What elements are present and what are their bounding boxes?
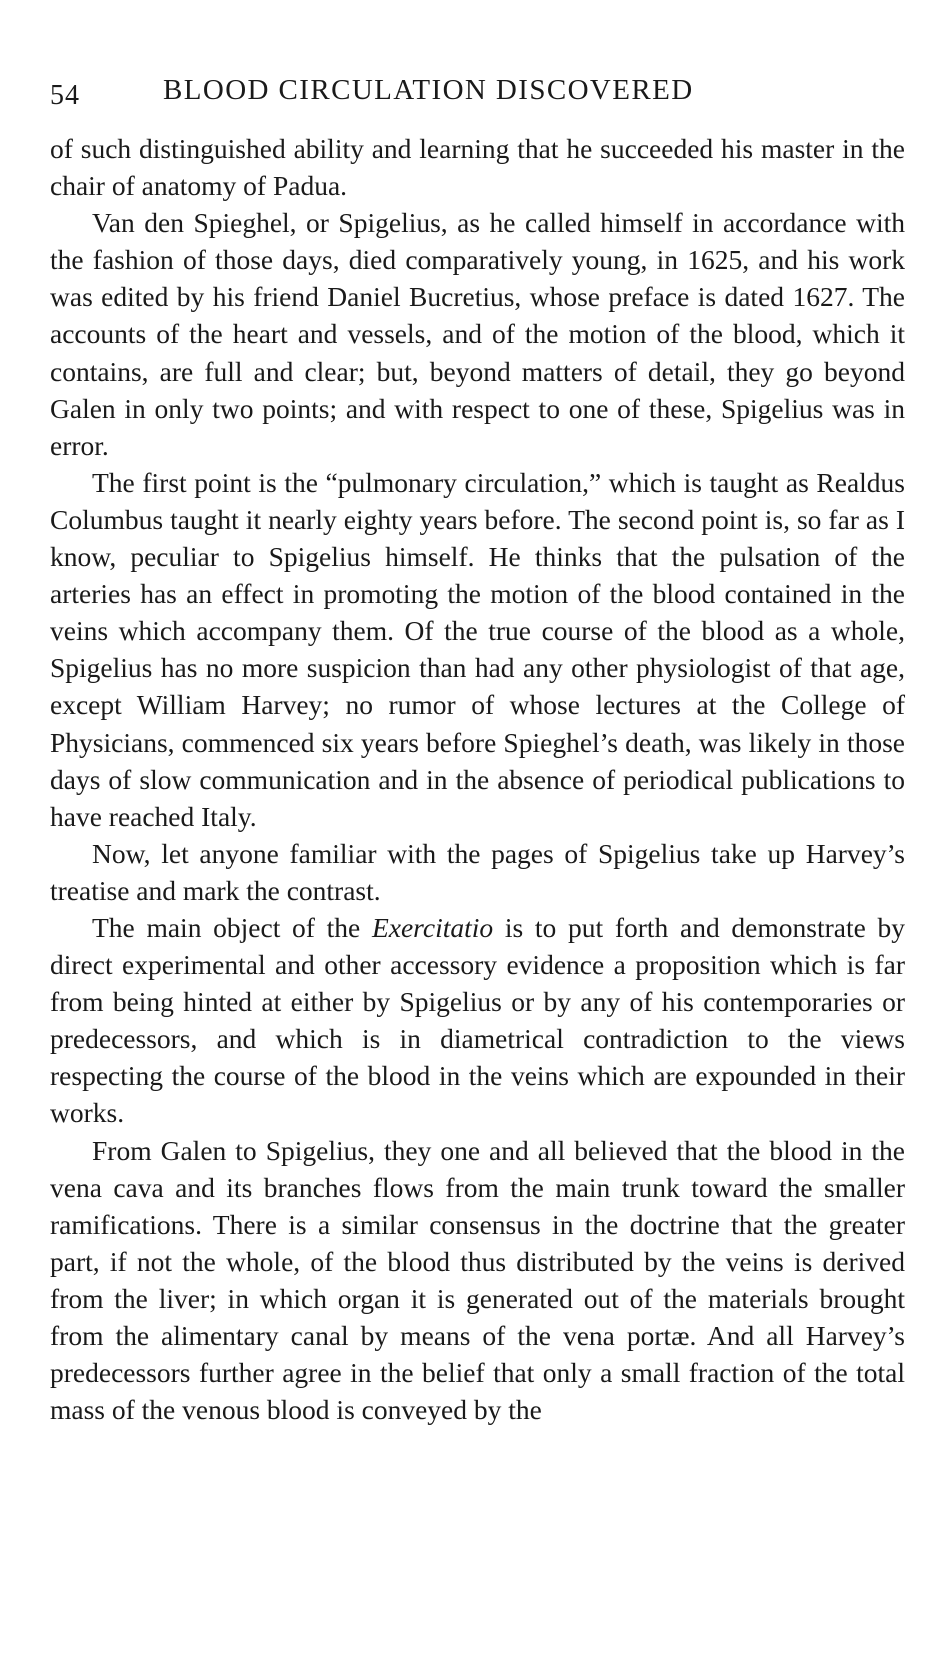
page-number: 54 <box>50 80 80 111</box>
paragraph-continued: of such distinguished ability and learning that he succeeded his master in the chair of anatomy of Padua. <box>50 133 905 202</box>
paragraph-exercitatio-before: The main object of the <box>92 911 372 943</box>
exercitatio-title: Exercitatio <box>371 911 494 943</box>
body-text <box>50 130 905 1428</box>
paragraph-contrast: Now, let anyone familiar with the pages of Spigelius take up Harvey’s treatise and mark the contrast. <box>50 837 905 906</box>
paragraph-exercitatio-after: is to put forth and demonstrate by direct experimental and other accessory evidence a proposition which is far from being hinted at either by Spigelius or by any of his contemporaries or predecessors, and which is in diametrical contradiction to the views respecting the course of the blood in the veins which are expounded in their works. <box>50 911 906 1129</box>
paragraph-spigelius-life: Van den Spieghel, or Spigelius, as he called himself in accordance with the fashion of those days, died comparatively young, in 1625, and his work was edited by his friend Daniel Bucretius, whose preface is dated 1627. The accounts of the heart and vessels, and of the motion of the blood, which it contains, are full and clear; but, beyond matters of detail, they go beyond Galen in only two points; and with respect to one of these, Spigelius was in error. <box>50 207 905 461</box>
running-head <box>50 70 905 120</box>
book-page <box>50 70 905 1428</box>
running-head-title: BLOOD CIRCULATION DISCOVERED <box>163 74 694 106</box>
paragraph-first-point: The first point is the “pulmonary circulation,” which is taught as Realdus Columbus taught it nearly eighty years before. The second point is, so far as I know, peculiar to Spigelius himself. He thinks that the pulsation of the arteries has an effect in promoting the motion of the blood contained in the veins which accompany them. Of the true course of the blood as a whole, Spigelius has no more suspicion than had any other physiologist of that age, except William Harvey; no rumor of whose lectures at the College of Physicians, commenced six years before Spieghel’s death, was likely in those days of slow communication and in the absence of periodical publications to have reached Italy. <box>50 466 905 832</box>
paragraph-galen-to-spigelius: From Galen to Spigelius, they one and all believed that the blood in the vena cava and its branches flows from the main trunk toward the smaller ramifications. There is a similar consensus in the doctrine that the greater part, if not the whole, of the blood thus distributed by the veins is derived from the liver; in which organ it is generated out of the materials brought from the alimentary canal by means of the vena portæ. And all Harvey’s predecessors further agree in the belief that only a small fraction of the total mass of the venous blood is conveyed by the <box>50 1134 905 1426</box>
paragraph-exercitatio <box>50 909 905 1132</box>
